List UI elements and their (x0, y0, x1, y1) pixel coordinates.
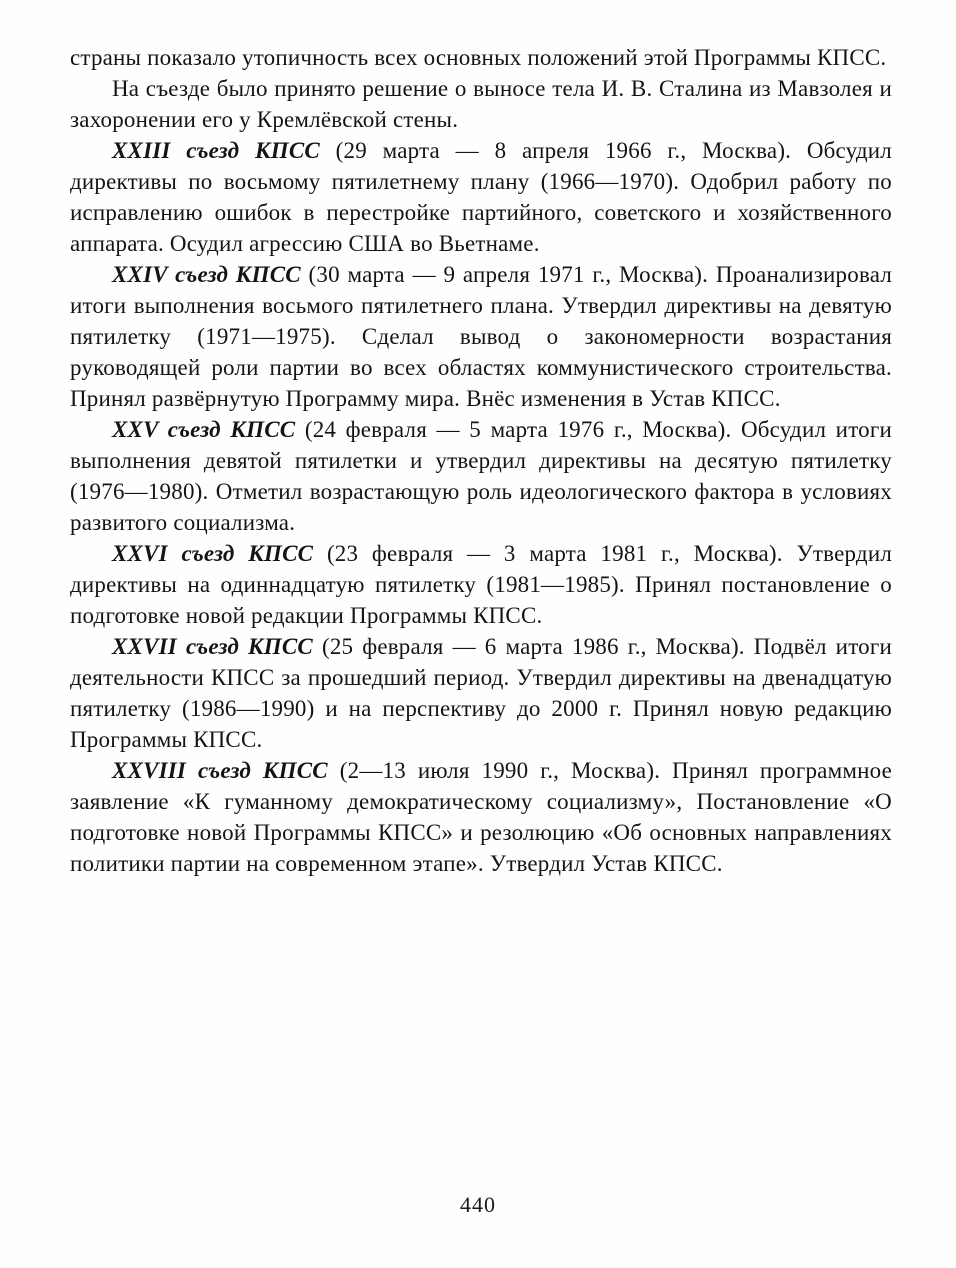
paragraph (70, 631, 892, 755)
congress-heading: XXIV съезд КПСС (112, 262, 301, 287)
text-block (70, 42, 892, 879)
paragraph (70, 42, 892, 73)
paragraph (70, 259, 892, 414)
congress-heading: XXV съезд КПСС (112, 417, 296, 442)
congress-heading: XXVII съезд КПСС (112, 634, 313, 659)
paragraph-text: (2—13 июля 1990 г., Москва). Принял программное заявление «К гуманному демократическому социализму», Постановление «О подготовке новой Программы КПСС» и резолюцию «Об основных направлениях политики партии на современном этапе». Утвердил Устав КПСС. (70, 758, 892, 876)
paragraph-text: (29 марта — 8 апреля 1966 г., Москва). Обсудил директивы по восьмому пятилетнему плану (1966—1970). Одобрил работу по исправлению ошибок в перестройке партийного, советского и хозяйственного аппарата. Осудил агрессию США во Вьетнаме. (70, 138, 892, 256)
paragraph (70, 414, 892, 538)
congress-heading: XXIII съезд КПСС (112, 138, 320, 163)
paragraph-text: (25 февраля — 6 марта 1986 г., Москва). Подвёл итоги деятельности КПСС за прошедший период. Утвердил директивы на двенадцатую пятилетку (1986—1990) и на перспективу до 2000 г. Принял новую редакцию Программы КПСС. (70, 634, 892, 752)
paragraph-text: На съезде было принято решение о выносе тела И. В. Сталина из Мавзолея и захоронении его у Кремлёвской стены. (70, 76, 892, 132)
congress-heading: XXVI съезд КПСС (112, 541, 314, 566)
congress-heading: XXVIII съезд КПСС (112, 758, 328, 783)
paragraph (70, 755, 892, 879)
paragraph-text: (24 февраля — 5 марта 1976 г., Москва). Обсудил итоги выполнения девятой пятилетки и утвердил директивы на десятую пятилетку (1976—1980). Отметил возрастающую роль идеологического фактора в условиях развитого социализма. (70, 417, 892, 535)
paragraph-text: страны показало утопичность всех основных положений этой Программы КПСС. (70, 45, 887, 70)
paragraph (70, 538, 892, 631)
paragraph (70, 73, 892, 135)
paragraph (70, 135, 892, 259)
paragraph-text: (23 февраля — 3 марта 1981 г., Москва). Утвердил директивы на одиннадцатую пятилетку (1981—1985). Принял постановление о подготовке новой редакции Программы КПСС. (70, 541, 893, 628)
paragraph-text: (30 марта — 9 апреля 1971 г., Москва). Проанализировал итоги выполнения восьмого пятилетнего плана. Утвердил директивы на девятую пятилетку (1971—1975). Сделал вывод о закономерности возрастания руководящей роли партии во всех областях коммунистического строительства. Принял развёрнутую Программу мира. Внёс изменения в Устав КПСС. (70, 262, 892, 411)
page-number: 440 (460, 1192, 496, 1217)
